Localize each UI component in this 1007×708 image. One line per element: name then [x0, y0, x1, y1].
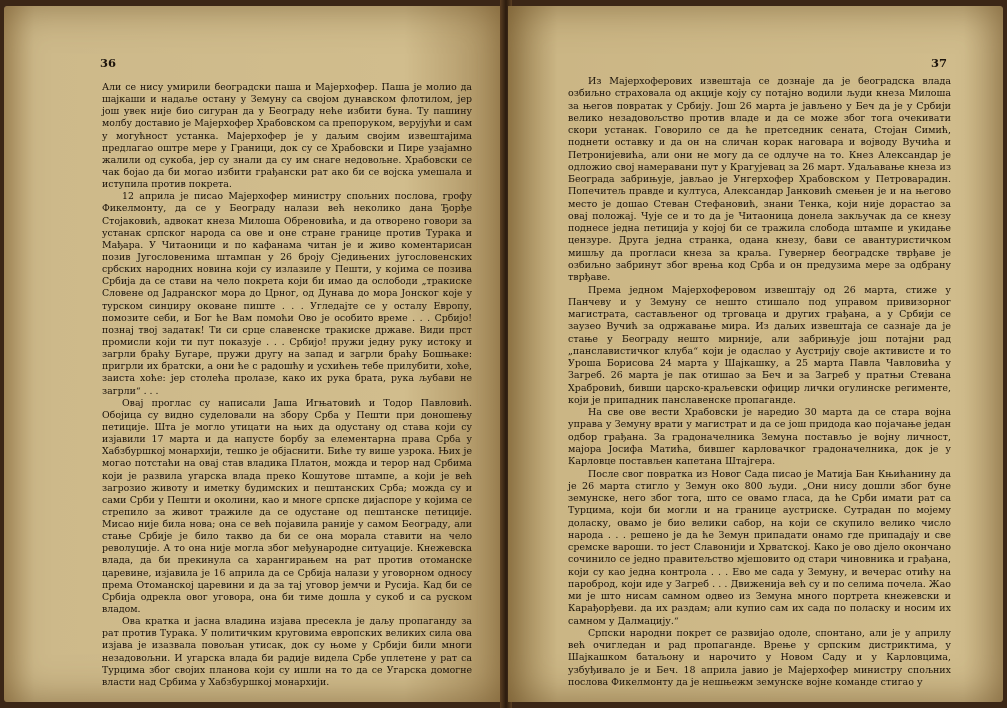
page-body — [568, 76, 951, 689]
paragraph: На све ове вести Храбовски је наредио 30 марта да се стара војна управа у Земуну врати у магистрат и да се још придода као појачање један одбор грађана. За градоначелника Земуна постављо је војну личност, мајора Јосифа Матића, бившег карловачког градоначелника, док је у Карловце постављен капетана Штајгера. — [568, 407, 951, 468]
paragraph: После свог повратка из Новог Сада писао је Матија Бан Књићанину да је 26 марта стигло у Земун око 800 људи. „Они нису дошли због буне земунске, него због тога, што се овамо гласа, да ће Срби имати рат са Турцима, који би могли и на границе аустриске. Сутрадан по мојему доласку, овамо је био велики сабор, на који се скупило велико число народа . . . решено је да ће Земун припадати онамо где припадају и све сремске вароши. то јест Славонији и Хрватској. Како је ово дјело окончано сочинило се једно правитељство мјешовито од стари чиновника и грађана, који су као једна контрола . . . Ево ме сада у Земуну, и вечерас отићу на пароброд, који иде у Загреб . . . Движенија већ су и по селима почела. Жао ми је што нисам самном одвео из Земуна много портрета кнежевски и Карађорђеви. да их раздам; али купио сам их сада по поласку и носим их самном у Далмацију.“ — [568, 468, 951, 627]
paragraph: 12 априла је писао Мајерхофер министру спољних послова, грофу Фикелмонту, да се у Београду налази већ неколико дана Ђорђе Стојаковић, адвокат кнеза Милоша Обреновића, и да отворено говори за устанак српског народа са ове и оне стране границе против Турака и Мађара. У Читаоници и по кафанама читан је и живо коментарисан позив Југословенима штампан у 26 броју Сједињених југословенских србских народних новина који су излазиле у Пешти, у којима се позива Србија да се стави на чело покрета који би имао да ослободи „тракиске Словене од Јадранског мора до Црног, од Дунава до мора Јонског које у турском синџиру оковане пиште . . . Угледајте се у осталу Европу, помозите себи, и Бог ће Вам помоћи Ово је особито време . . . Србијо! познај твој задатак! Ти си срце славенске тракиске државе. Види прст промисли који ти пут показује . . . Србијо! пружи једну руку истоку и загрли браћу Бугаре, пружи другу на запад и загрли браћу Бошњаке: пригрли их братски, а они ће с радошћу и усхићењ тебе прилубити, хоће, заиста хоће: јер столећа пролазе, како их рука брата, рука љубави не загрли“ . . . — [102, 191, 472, 397]
page-body — [102, 82, 472, 689]
paragraph: Према једном Мајерхоферовом извештају од 26 марта, стиже у Панчеву и у Земуну се нешто стишало под управом привизорног магистрата, састављеног од трговаца и других грађана, а у Србији се заузео Вучић за одржавање мира. Из даљих извештаја се сазнаје да је стање у Београду нешто мирније, али забрињује још потајни рад „панславистичког клуба“ који је одаслао у Аустрију своје активисте и то Уроша Борисова 24 марта у Шајкашку, а 25 марта Павла Чавловића у Загреб. 26 марта је пак отишао за Беч и за Загреб у пратњи Стевана Храбровић, бивши царско-краљевски официр лички огулинске регименте, који је припадник панславенске пропаганде. — [568, 284, 951, 406]
paragraph: Али се нису умирили београдски паша и Мајерхофер. Паша је молио да шајкаши и надаље остану у Земуну са својом дунавском флотилом, јер још увек није био сигуран да у Београду неће избити буна. Ту пашину молбу доставио је Мајерхофер Храбовском са препоруком, верујући и сам у могућност устанка. Мајерхофер је у даљим својим извештајима предлагао оштре мере у Граници, док су се Храбовски и Пире узајамно жалили од сукоба, јер су знали да су им снаге недовољне. Храбовски се чак бојао да би могао избити грађански рат ако би се војска умешала и иступила против покрета. — [102, 82, 472, 191]
paragraph: Из Мајерхоферових извештаја се дознаје да је београдска влада озбиљно страховала од акције коју су потајно водили људи кнеза Милоша за његов повратак у Србију. Још 26 марта је јављено у Беч да је у Србији велико незадовољство против владе и да се може због тога очекивати скори устанак. Говорило се да ће претседник сената, Стојан Симић, поднети оставку и да он на сличан корак наговара и војводу Вучића и Петронијевића, али они не могу да се одлуче на то. Кнез Александар је одложио свој намеравани пут у Крагујевац за 26 март. Удаљавање кнеза из Београда забрињује, јављао је Унгерхофер Храбовском у Петроварадин. Попечитељ правде и култуса, Александар Јанковић смењен је и на његово место је дошао Стеван Стефановић, знани Тенка, који није дорастао за овај положај. Чује се и то да је Читаоница донела закључак да се кнезу поднесе једна петиција у којој би се тражила слобода штампе и укидање цензуре. Друга једна странка, одана кнезу, бави се авантуристичком мишљу да прогласи кнеза за краља. Гувернер београдске тврђаве је озбиљно забринут због врења код Срба и он предузима мере за одбрану тврђаве. — [568, 76, 951, 284]
left-page — [4, 6, 504, 702]
page-number: 37 — [930, 56, 947, 70]
paragraph: Овај проглас су написали Јаша Игњатовић и Тодор Павловић. Обојица су видно суделовали на збору Срба у Пешти при доношењу петиције. Шта је могло утицати на њих да одустану од става који су изјавили 17 марта и да напусте борбу за елементарна права Срба у Хабзбуршкој монархији, тешко је објаснити. Биће ту више узрока. Њих је могао потстаћи на овај став владика Платон, можда и терор над Србима који је развила угарска влада преко Кошутове штампе, а који је већ загрозио животу и иметку будимских и пештанских Срба; можда су и сами Срби у Пешти и околини, као и многе српске дијаспоре у којима се стрепило за живот тражиле да се одустане од пештанске петиције. Мисао није била нова; она се већ појавила раније у самом Београду, али стање Србије је било такво да би се она морала ставити на чело револуције. А то она није могла због међународне ситуације. Кнежевска влада, да би прекинула са харангирањем на рат против отоманске царевине, изјавила је 16 априла да се Србија налази у уговорном односу према Отоманској царевини и да за тај уговор јемчи и Русија. Кад би се Србија одрекла овог уговора, она би тиме дошла у сукоб и са руском владом. — [102, 397, 472, 616]
right-page — [508, 6, 1003, 702]
paragraph: Српски народни покрет се развијао одоле, спонтано, али је у априлу већ очигледан и рад пропаганде. Врење у српским дистриктима, у Шајкашком батаљону и нарочито у Новом Саду и у Карловцима, узбуђивало је и Беч. 18 априла јавио је Мајерхофер министру спољних послова Фикелмонту да је нешњежм земунске војне команде стигао у — [568, 627, 951, 689]
page-number: 36 — [100, 56, 117, 70]
paragraph: Ова кратка и јасна владина изјава пресекла је даљу пропаганду за рат против Турака. У политичким круговима европских великих сила ова изјава је изазвала повољан утисак, док су њоме у Србији били многи незадовољни. И угарска влада би радије видела Србе уплетене у рат са Турцима због својих планова који су ишли на то да се Угарска домогне власти над Србима у Хабзбуршкој монархији. — [102, 616, 472, 688]
